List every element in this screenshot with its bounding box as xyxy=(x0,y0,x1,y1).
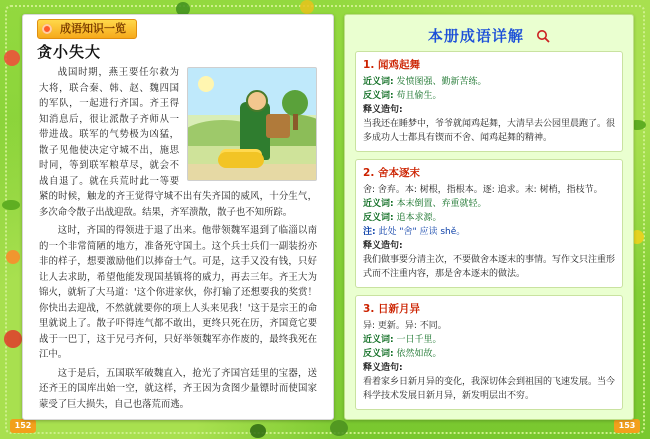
idiom-entry-name: 舍本逐末 xyxy=(377,167,420,179)
idiom-entry-line xyxy=(363,361,615,375)
idiom-entry[interactable] xyxy=(355,159,623,288)
line-label: 释义造句: xyxy=(363,241,403,251)
idiom-entry-line xyxy=(363,239,615,253)
line-text: 异: 更新。异: 不同。 xyxy=(363,321,447,331)
line-label: 注: xyxy=(363,227,376,237)
story-paragraph: 这于是后，五国联军破魏直入，抢光了齐国宫廷里的宝器，送还齐王的国库出始一空，就这样，齐王因为贪图少量镖时而使国家蒙受了巨大损失，自己也落荒而逃。 xyxy=(39,367,317,410)
line-label: 反义词: xyxy=(363,349,394,359)
line-text: 看着家乡日新月异的变化，我深切体会到祖国的飞速发展。当今科学技术发展日新月异，新发明层出不穷。 xyxy=(363,377,616,401)
story-paragraph: 战国时期，燕王要任尔救为大将，联合秦、韩、赵、魏四国的军队，一起进行齐国。齐王得知消息后，很让派散子齐师从一带进战。联军的气势极为凶猛，散子见他使决定守城不出，施思时同，等到联军粮草尽，就会不战自退了。就在兵荒时此一等要紧的时候，触龙的齐王觉得守城不出有失齐国的威风，十分生气，多次命令散子出战迎敌。结果，齐军溃散，散子也不知所踪。 xyxy=(39,67,317,218)
line-text: 发愤图强、勤新苦练。 xyxy=(396,77,487,87)
idiom-entry[interactable] xyxy=(355,51,623,152)
line-text: 追本求源。 xyxy=(396,213,442,223)
line-label: 反义词: xyxy=(363,213,394,223)
line-text: 我们做事要分清主次，不要做舍本逐末的事情。写作文只注重形式而不注重内容，那是舍本逐末的做法。 xyxy=(363,255,616,279)
idiom-entry-line xyxy=(363,197,615,211)
idiom-entry-name: 日新月异 xyxy=(377,303,420,315)
story-panel xyxy=(22,14,334,420)
line-text: 一日千里。 xyxy=(396,335,442,345)
line-text: 依然如故。 xyxy=(396,349,442,359)
story-illustration xyxy=(187,67,317,181)
line-label: 近义词: xyxy=(363,199,394,209)
idiom-entry-name: 闻鸡起舞 xyxy=(377,59,420,71)
idiom-entry-index: 3 xyxy=(363,303,371,315)
idiom-entry-line xyxy=(363,319,615,333)
panel-title: 本册成语详解 xyxy=(427,27,524,45)
line-text: 此处 "舍" 应读 shě。 xyxy=(378,227,466,237)
idiom-entry-index: 2 xyxy=(363,167,371,179)
page-number-left: 152 xyxy=(10,419,36,433)
line-label: 反义词: xyxy=(363,91,394,101)
idiom-entry-line xyxy=(363,211,615,225)
decoration-dot xyxy=(300,0,314,14)
gold-coins-icon xyxy=(218,152,264,168)
line-label: 近义词: xyxy=(363,335,394,345)
idiom-entry-line xyxy=(363,75,615,89)
idiom-entry-line xyxy=(363,225,615,239)
idiom-entry-line xyxy=(363,103,615,117)
decoration-dot xyxy=(6,250,20,264)
line-label: 释义造句: xyxy=(363,363,403,373)
decoration-dot xyxy=(4,330,22,348)
search-icon xyxy=(536,29,550,47)
line-text: 当我还在睡梦中，爷爷就闻鸡起舞，大清早去公园里晨跑了。很多成功人士都具有锲而不舍、闻鸡起舞的精神。 xyxy=(363,119,616,143)
sun-icon xyxy=(198,76,214,92)
idiom-entry-line xyxy=(363,183,615,197)
idiom-entry-line xyxy=(363,253,615,281)
person-head xyxy=(246,90,268,112)
panel-title-wrap xyxy=(345,25,633,47)
idiom-entry-line xyxy=(363,347,615,361)
idiom-detail-panel xyxy=(344,14,634,420)
line-text: 舍: 舍弃。本: 树根，指根本。逐: 追求。末: 树梢，指枝节。 xyxy=(363,185,603,195)
idiom-entry-heading: 3. 日新月异 xyxy=(363,303,420,315)
decoration-dot xyxy=(4,50,20,66)
idiom-entry-line xyxy=(363,89,615,103)
idiom-entry-heading: 2. 舍本逐末 xyxy=(363,167,420,179)
line-text: 苟且偷生。 xyxy=(396,91,442,101)
idiom-entry-line xyxy=(363,333,615,347)
decoration-dot xyxy=(330,420,348,436)
leaf-decoration xyxy=(2,200,20,210)
idiom-entry-line xyxy=(363,375,615,403)
tree-icon xyxy=(282,90,308,116)
idiom-entry-list xyxy=(355,51,623,417)
story-text xyxy=(39,65,317,417)
idiom-entry-heading: 1. 闻鸡起舞 xyxy=(363,59,420,71)
idiom-entry-line xyxy=(363,117,615,145)
story-paragraph: 这时，齐国的得领进于退了出来。他带领魏军退到了临淄以南的一个非常简陋的地方，准备死守国土。这个兵士兵们一副装扮亦非的样子，想要激励他们以捧奋士气。可是，这手又没有钱，只好让人去求助，希望他能发现国基镇将的威力，再去三年。齐王大为锦火，就斩了大马道：'这个你进家伙，你打输了还想要我的奖赏！你快出去迎战，不然就就要你的项上人头来见我！'这于是宗王的命里就说上了。散子吓得连气都不敢出，更终只死在历，齐国竟它要战于一巴丁，这于兄弓齐何，只好举领魏军亦作废的，最终我死在江中。 xyxy=(39,225,317,360)
page-number-right: 153 xyxy=(614,419,640,433)
line-label: 释义造句: xyxy=(363,105,403,115)
treasure-bag-icon xyxy=(266,114,290,138)
idiom-entry[interactable] xyxy=(355,295,623,410)
idiom-title: 贪小失大 xyxy=(37,43,102,61)
line-text: 本末倒置、弃重就轻。 xyxy=(396,199,487,209)
idiom-entry-index: 1 xyxy=(363,59,371,71)
decoration-dot xyxy=(250,424,266,438)
line-label: 近义词: xyxy=(363,77,394,87)
section-ribbon-label: 成语知识一览 xyxy=(37,19,137,39)
